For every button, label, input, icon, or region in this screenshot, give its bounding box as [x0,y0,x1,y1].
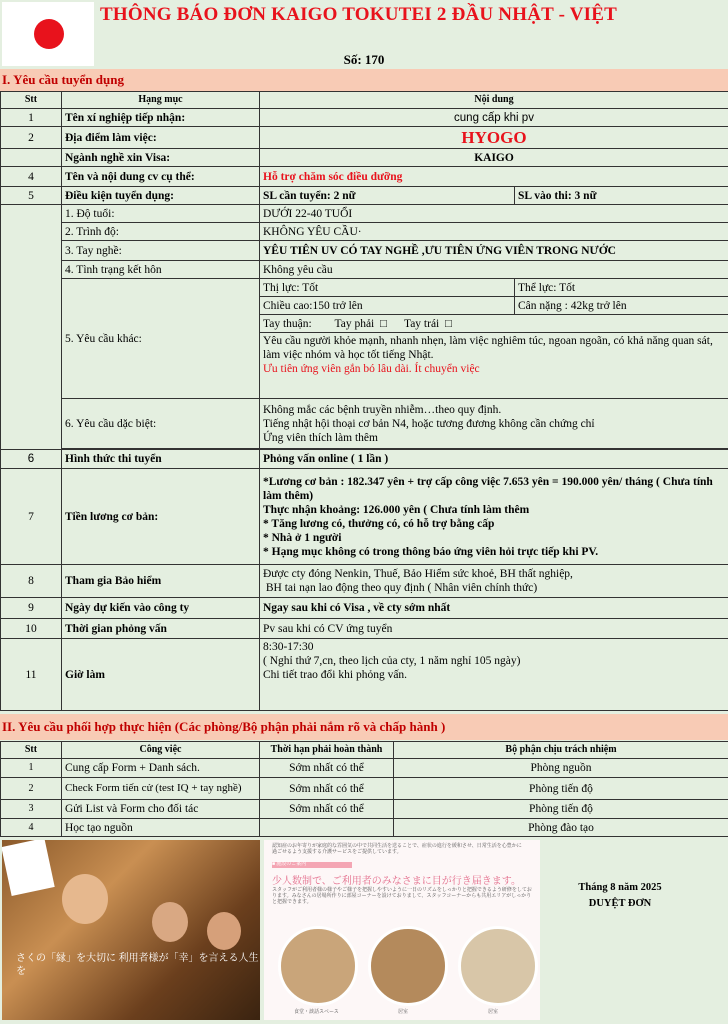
table-row: 4. Tình trạng kết hôn Không yêu cầu [1,261,728,279]
room-photo [368,926,448,1006]
table-header: Stt Hạng mục Nội dung [1,92,728,109]
caregiving-photo [2,840,260,1020]
table-row: 7 Tiền lương cơ bản: *Lương cơ bản : 182.347 yên + trợ cấp công việc 7.653 yên = 190.000 yên/ tháng ( Chưa tính làm thêm) Thực nhận khoảng: 126.000 yên ( Chưa tính làm thêm * Tăng lương có, thưởng có, có hỗ trợ bằng cấp * Nhà ở 1 người * Hạng mục không có trong thông báo ứng viên hỏi trực tiếp khi PV. [1,469,728,565]
table-row: 5. Yêu cầu khác: Thị lực: Tốt Thể lực: Tốt [1,279,728,297]
facility-brochure: 認知症のお年寄りが家庭的な雰囲気の中で共同生活を送ることで、症状の進行を緩和させ、日常生活を心豊かに過ごせるよう支援する介護サービスをご提供しています。 ■ 施設のご案内 少人数制で、ご利用者のみなさまに目が行き届きます。 スタッフがご利用者様の様子やご様子を把握しやすいように一日のリズムをしっかりと把握できるよう研修をしております。みなさんの居場所作りに部屋コーナーを設けておりまして、スタッフコーナーからも共用エリアがしっかりと把握できます。 食堂・談話スペース 居室 居室 [264,840,540,1020]
requirements-table [0,91,728,711]
table-row: 10 Thời gian phỏng vấn Pv sau khi có CV ứng tuyển [1,619,728,639]
table-row: 4 Học tạo nguồn Phòng đào tạo [1,819,728,837]
table-row: 2 Địa điểm làm việc: HYOGO [1,127,728,149]
table-row: 4 Tên và nội dung cv cụ thể: Hỗ trợ chăm sóc điều dưỡng [1,167,728,187]
table-row: Chiều cao:150 trở lên Cân nặng : 42kg trở lên [1,297,728,315]
table-header: Stt Công việc Thời hạn phải hoàn thành Bộ phận chịu trách nhiệm [1,742,728,759]
table-row: 5 Điều kiện tuyển dụng: SL cần tuyển: 2 nữ SL vào thi: 3 nữ [1,187,728,205]
table-row: 6 Hình thức thi tuyển Phỏng vấn online ( 1 lần ) [1,450,728,469]
coordination-table [0,741,728,837]
work-location-value: HYOGO [260,127,728,149]
section-1-title: I. Yêu cầu tuyển dụng [0,69,728,91]
section-2-title: II. Yêu cầu phối hợp thực hiện (Các phòng/Bộ phận phải nắm rõ và chấp hành ) [0,714,728,740]
table-row: 3 Gửi List và Form cho đối tác Sớm nhất có thể Phòng tiến độ [1,800,728,819]
approval-date: Tháng 8 năm 2025 [578,882,662,893]
table-row: Yêu cầu người khỏe mạnh, nhanh nhẹn, làm việc nghiêm túc, ngoan ngoãn, có khả năng quan sát, làm việc nhóm và học tốt tiếng Nhật. Ưu tiên ứng viên gắn bó lâu dài. Ít chuyển việc [1,333,728,399]
table-row: 1. Độ tuổi: DƯỚI 22-40 TUỔI [1,205,728,223]
table-row: 6. Yêu cầu dặc biệt: Không mắc các bệnh truyền nhiễm…theo quy định. Tiếng nhật hội thoại cơ bản N4, hoặc tương đương không cần chứng chỉ Ứng viên thích làm thêm [1,399,728,449]
table-row: 9 Ngày dự kiến vào công ty Ngay sau khi có Visa , về cty sớm nhất [1,598,728,619]
header [0,0,728,68]
handedness-options: Tay thuận: Tay phải □ Tay trái □ [260,315,728,333]
approval-label: DUYỆT ĐƠN [588,898,652,909]
footer-photos [0,838,728,1024]
room-photo [278,926,358,1006]
table-row: 11 Giờ làm 8:30-17:30 ( Nghỉ thứ 7,cn, theo lịch của cty, 1 năm nghỉ 105 ngày) Chi tiết trao đổi khi phỏng vấn. [1,639,728,711]
room-photo [458,926,538,1006]
table-row: 2 Check Form tiến cử (test IQ + tay nghề) Sớm nhất có thể Phòng tiến độ [1,778,728,800]
greeting-card-icon [2,840,55,896]
document-number: Số: 170 [343,52,385,67]
table-row: 2. Trình độ: KHÔNG YÊU CẦU· [1,223,728,241]
photo-caption: さくの「縁」を大切に 利用者様が「幸」を言える人生を [16,953,259,977]
table-row: 1 Tên xí nghiệp tiếp nhận: cung cấp khi pv [1,109,728,127]
table-row: Ngành nghề xin Visa: KAIGO [1,149,728,167]
page-title: THÔNG BÁO ĐƠN KAIGO TOKUTEI 2 ĐẦU NHẬT - VIỆT [100,4,617,25]
table-row: 8 Tham gia Bảo hiểm Được cty đóng Nenkin, Thuế, Bảo Hiểm sức khoẻ, BH thất nghiệp, BH tai nạn lao động theo quy định ( Nhân viên chính thức) [1,565,728,598]
table-row: 3. Tay nghề: YÊU TIÊN UV CÓ TAY NGHỀ ,ƯU TIÊN ỨNG VIÊN TRONG NƯỚC [1,241,728,261]
table-row: 1 Cung cấp Form + Danh sách. Sớm nhất có thể Phòng nguồn [1,759,728,778]
approval-block [560,880,680,912]
